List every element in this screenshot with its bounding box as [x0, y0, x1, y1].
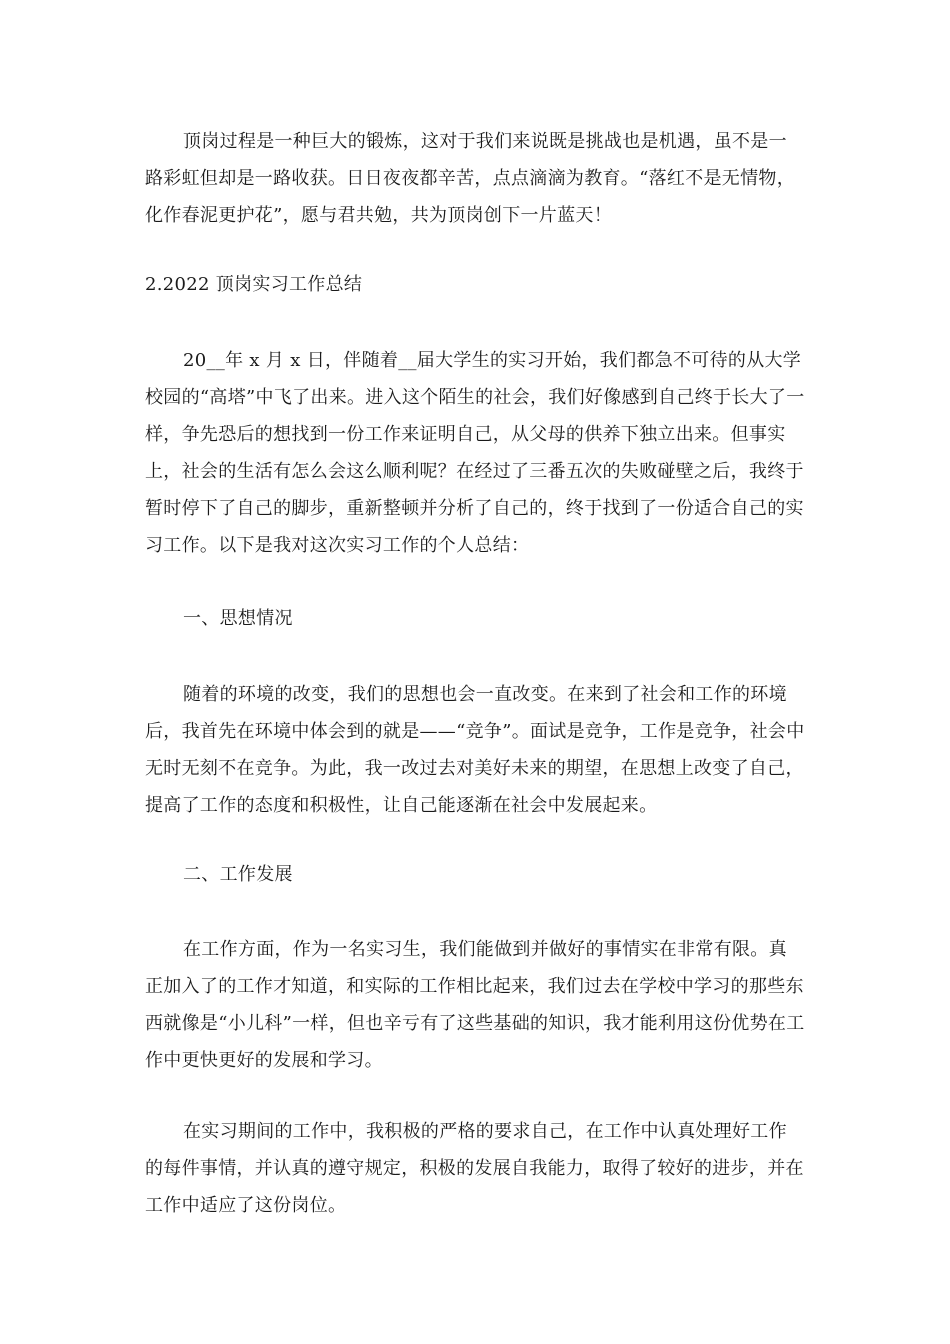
paragraph-work: 在工作方面，作为一名实习生，我们能做到并做好的事情实在非常有限。真正加入了的工作才知道，和实际的工作相比起来，我们过去在学校中学习的那些东西就像是“小儿科”一样，但也辛亏有了这些基础的知识，我才能利用这份优势在工作中更快更好的发展和学习。 [145, 939, 805, 1071]
paragraph-thoughts: 随着的环境的改变，我们的思想也会一直改变。在来到了社会和工作的环境后，我首先在环境中体会到的就是——“竞争”。面试是竞争，工作是竞争，社会中无时无刻不在竞争。为此，我一改过去对美好未来的期望，在思想上改变了自己，提高了工作的态度和积极性，让自己能逐渐在社会中发展起来。 [145, 684, 805, 816]
section-heading-thoughts: 一、思想情况 [183, 608, 293, 629]
article-heading: 2.2022 顶岗实习工作总结 [145, 274, 363, 295]
paragraph-internship: 在实习期间的工作中，我积极的严格的要求自己，在工作中认真处理好工作的每件事情，并认真的遵守规定，积极的发展自我能力，取得了较好的进步，并在工作中适应了这份岗位。 [145, 1121, 804, 1216]
section-heading-work: 二、工作发展 [183, 864, 293, 885]
paragraph-intro: 20__年 x 月 x 日，伴随着__届大学生的实习开始，我们都急不可待的从大学校园的“高塔”中飞了出来。进入这个陌生的社会，我们好像感到自己终于长大了一样，争先恐后的想找到一份工作来证明自己，从父母的供养下独立出来。但事实上，社会的生活有怎么会这么顺利呢？在经过了三番五次的失败碰壁之后，我终于暂时停下了自己的脚步，重新整顿并分析了自己的，终于找到了一份适合自己的实习工作。以下是我对这次实习工作的个人总结： [145, 350, 805, 556]
paragraph-conclusion: 顶岗过程是一种巨大的锻炼，这对于我们来说既是挑战也是机遇，虽不是一路彩虹但却是一路收获。日日夜夜都辛苦，点点滴滴为教育。“落红不是无情物，化作春泥更护花”，愿与君共勉，共为顶岗创下一片蓝天！ [145, 131, 795, 226]
